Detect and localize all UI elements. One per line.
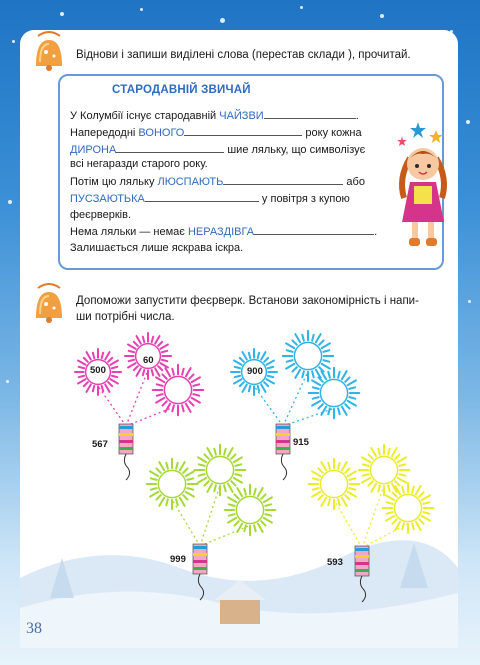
rocket bbox=[119, 424, 133, 480]
story-line-7: феєрверків. bbox=[70, 209, 132, 221]
task2-instruction-line1: Допоможи запустити феєрверк. Встанови закономірність і напи- bbox=[76, 295, 419, 307]
firework-burst[interactable] bbox=[283, 331, 334, 382]
story-title: СТАРОДАВНІЙ ЗВИЧАЙ bbox=[112, 84, 251, 96]
burst-number: 60 bbox=[143, 355, 154, 366]
rocket-number: 999 bbox=[170, 554, 186, 565]
burst-number: 500 bbox=[90, 365, 106, 376]
firework-burst[interactable] bbox=[147, 459, 198, 510]
story-line-1: У Колумбії існує стародавній ЧАЙЗВИ . bbox=[70, 110, 359, 122]
story-line-4: всі негаразди старого року. bbox=[70, 158, 208, 170]
story-line-6: ПУСЗАЮТЬКА у повітря з купою bbox=[70, 193, 350, 205]
page-number: 38 bbox=[26, 620, 42, 637]
story-line-8: Нема ляльки — немає НЕРАЗДІВГА . bbox=[70, 226, 378, 238]
task1-instruction: Віднови і запиши виділені слова (перестав склади ), прочитай. bbox=[76, 49, 411, 61]
rocket bbox=[355, 546, 369, 602]
story-line-3: ДИРОНА шие ляльку, що символізує bbox=[70, 144, 366, 156]
rocket-number: 567 bbox=[92, 439, 108, 450]
story-line-2: Напередодні ВОНОГО року кожна bbox=[70, 127, 362, 139]
rocket-number: 915 bbox=[293, 437, 309, 448]
task2-instruction-line2: ши потрібні числа. bbox=[76, 311, 175, 323]
story-line-9: Залишається лише яскрава іскра. bbox=[70, 242, 244, 254]
firework-burst[interactable] bbox=[309, 459, 360, 510]
firework-burst[interactable] bbox=[153, 365, 204, 416]
story-line-5: Потім цю ляльку ЛЮСПАЮТЬ або bbox=[70, 176, 365, 188]
rocket bbox=[193, 544, 207, 600]
burst-number: 900 bbox=[247, 366, 263, 377]
rocket bbox=[276, 424, 290, 480]
firework-burst[interactable] bbox=[309, 368, 360, 419]
rocket-number: 593 bbox=[327, 557, 343, 568]
